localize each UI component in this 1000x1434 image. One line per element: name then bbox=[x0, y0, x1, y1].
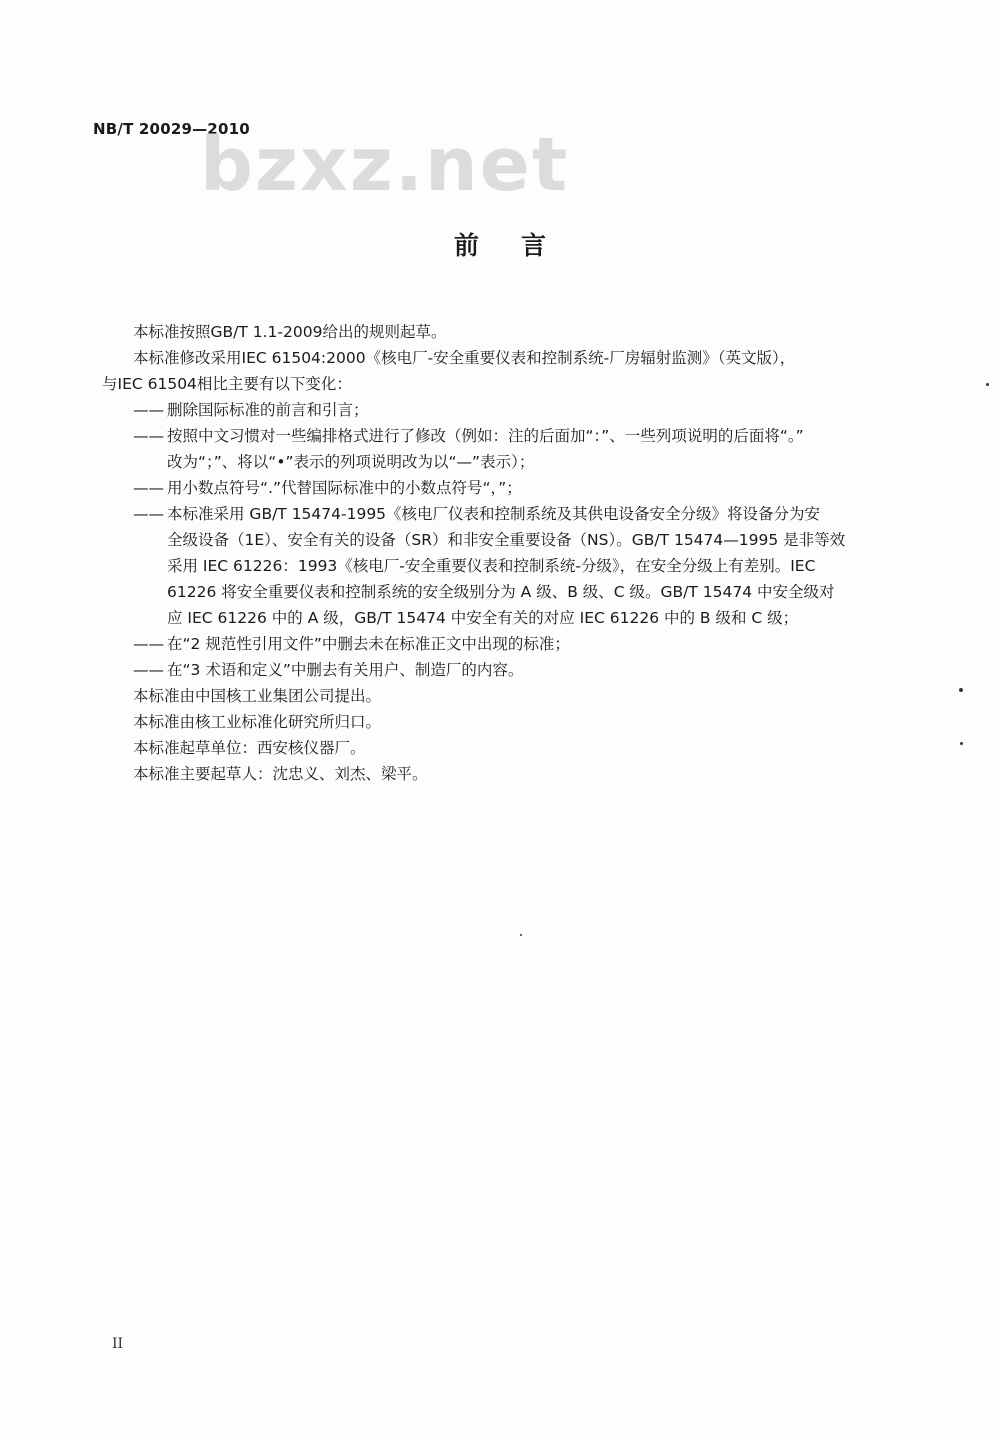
list-item bbox=[133, 501, 913, 631]
list-item bbox=[133, 475, 913, 501]
closing-drafters: 本标准主要起草人：沈忠义、刘杰、梁平。 bbox=[133, 765, 428, 783]
document-number: NB/T 20029—2010 bbox=[93, 120, 250, 138]
scan-speck bbox=[959, 688, 963, 692]
list-item-text-continued: 全级设备（1E）、安全有关的设备（SR）和非安全重要设备（NS）。GB/T 15474—1995 是非等效 bbox=[167, 531, 846, 549]
paragraph-drafting-rules: 本标准按照GB/T 1.1-2009给出的规则起草。 bbox=[133, 323, 447, 341]
watermark: bzxz.net bbox=[200, 122, 570, 208]
page-number: II bbox=[112, 1336, 124, 1352]
closing-administrator: 本标准由核工业标准化研究所归口。 bbox=[133, 713, 382, 731]
closing-proposer: 本标准由中国核工业集团公司提出。 bbox=[133, 687, 382, 705]
foreword-body bbox=[102, 319, 913, 787]
list-item-text: 用小数点符号“.”代替国际标准中的小数点符号“，”； bbox=[167, 479, 522, 497]
page-title: 前言 bbox=[453, 231, 588, 260]
list-item-text: 本标准采用 GB/T 15474-1995《核电厂仪表和控制系统及其供电设备安全分级》将设备分为安 bbox=[167, 505, 821, 523]
dash-marker: —— bbox=[133, 505, 164, 523]
list-item-text: 按照中文习惯对一些编排格式进行了修改（例如：注的后面加“：”、一些列项说明的后面将“。” bbox=[167, 427, 804, 445]
paragraph-adoption-line1: 本标准修改采用IEC 61504:2000《核电厂-安全重要仪表和控制系统-厂房辐射监测》（英文版）， bbox=[133, 349, 796, 367]
dash-marker: —— bbox=[133, 401, 164, 419]
list-item bbox=[133, 397, 913, 423]
scan-speck bbox=[986, 383, 989, 386]
list-item-text: 删除国际标准的前言和引言； bbox=[167, 401, 369, 419]
dash-marker: —— bbox=[133, 427, 164, 445]
list-item bbox=[133, 423, 913, 475]
paragraph-adoption-line2: 与IEC 61504相比主要有以下变化： bbox=[102, 375, 352, 393]
list-item-text-continued: 61226 将安全重要仪表和控制系统的安全级别分为 A 级、B 级、C 级。GB/T 15474 中安全级对 bbox=[167, 583, 835, 601]
list-item-text-continued: 应 IEC 61226 中的 A 级，GB/T 15474 中安全有关的对应 IEC 61226 中的 B 级和 C 级； bbox=[167, 609, 799, 627]
closing-drafting-unit: 本标准起草单位：西安核仪器厂。 bbox=[133, 739, 366, 757]
list-item-text-continued: 改为“；”、将以“•”表示的列项说明改为以“—”表示）； bbox=[167, 453, 535, 471]
scan-speck bbox=[960, 742, 963, 745]
list-item-text: 在“3 术语和定义”中删去有关用户、制造厂的内容。 bbox=[167, 661, 524, 679]
dash-marker: —— bbox=[133, 635, 164, 653]
dash-marker: —— bbox=[133, 479, 164, 497]
scan-speck bbox=[520, 934, 522, 936]
dash-marker: —— bbox=[133, 661, 164, 679]
list-item bbox=[133, 657, 913, 683]
list-item-text-continued: 采用 IEC 61226：1993《核电厂-安全重要仪表和控制系统-分级》，在安全分级上有差别。IEC bbox=[167, 557, 816, 575]
list-item-text: 在“2 规范性引用文件”中删去未在标准正文中出现的标准； bbox=[167, 635, 570, 653]
list-item bbox=[133, 631, 913, 657]
